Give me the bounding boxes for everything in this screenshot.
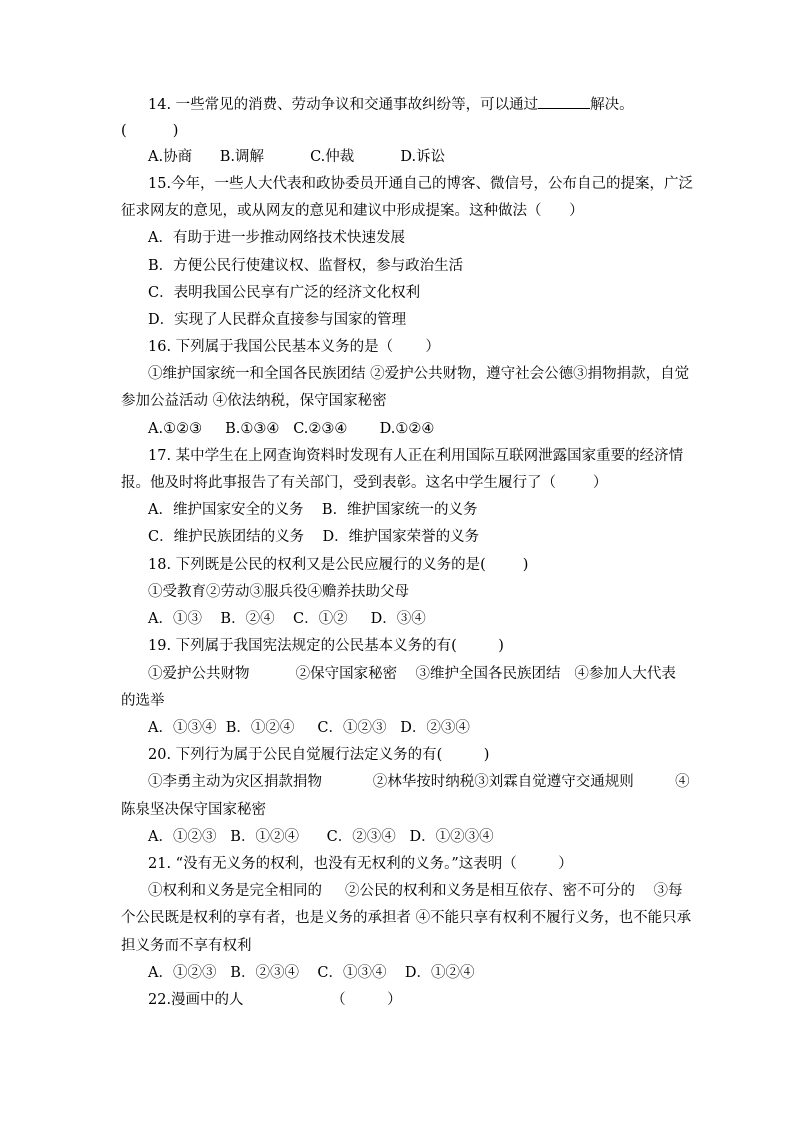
q14-stem-tail: 解决。	[590, 97, 634, 113]
q16-stem: 16. 下列属于我国公民基本义务的是（ ）	[148, 339, 440, 355]
q16-line2: 参加公益活动 ④依法纳税，保守国家秘密	[121, 393, 387, 409]
q21-line3: 担义务而不享有权利	[121, 938, 252, 954]
q21-line2: 个公民既是权利的享有者，也是义务的承担者 ④不能只享有权利不履行义务，也不能只承	[121, 910, 692, 926]
q20-line1: ①李勇主动为灾区捐款捐物 ②林华按时纳税③刘霖自觉遵守交通规则 ④	[148, 774, 690, 790]
q14-stem-text: 14. 一些常见的消费、劳动争议和交通事故纠纷等，可以通过	[148, 97, 539, 113]
q18-items: ①受教育②劳动③服兵役④赡养扶助父母	[148, 584, 409, 600]
q20-line2: 陈泉坚决保守国家秘密	[121, 802, 266, 818]
q18-stem: 18. 下列既是公民的权利又是公民应履行的义务的是( )	[148, 557, 529, 573]
q21-options: A．①②③ B．②③④ C．①③④ D．①②④	[148, 965, 475, 981]
q18-options: A．①③ B．②④ C．①② D．③④	[148, 611, 426, 627]
q20-stem: 20. 下列行为属于公民自觉履行法定义务的有( )	[148, 747, 490, 763]
q19-stem: 19. 下列属于我国宪法规定的公民基本义务的有( )	[148, 638, 504, 654]
q14-stem	[148, 94, 634, 115]
q21-stem: 21. “没有无义务的权利，也没有无权利的义务。”这表明（ ）	[148, 856, 573, 872]
q16-options: A.①②③ B.①③④ C.②③④ D.①②④	[148, 421, 435, 437]
q17-line2: 报。他及时将此事报告了有关部门，受到表彰。这名中学生履行了（ ）	[121, 475, 608, 491]
answer-blank	[538, 94, 590, 109]
q21-line1: ①权利和义务是完全相同的 ②公民的权利和义务是相互依存、密不可分的 ③每	[148, 883, 683, 899]
q15-option-c: C．表明我国公民享有广泛的经济文化权利	[148, 285, 421, 301]
q19-line2: 的选举	[121, 693, 165, 709]
q20-options: A．①②③ B．①②④ C．②③④ D．①②③④	[148, 829, 494, 845]
q14-paren: ( )	[121, 123, 179, 139]
q14-options: A.协商 B.调解 C.仲裁 D.诉讼	[148, 149, 446, 165]
q15-line2: 征求网友的意见，或从网友的意见和建议中形成提案。这种做法（ ）	[121, 203, 584, 219]
q17-options-cd: C．维护民族团结的义务 D．维护国家荣誉的义务	[148, 529, 480, 545]
q15-line1: 15.今年，一些人大代表和政协委员开通自己的博客、微信号，公布自己的提案，广泛	[148, 176, 694, 192]
q16-line1: ①维护国家统一和全国各民族团结 ②爱护公共财物，遵守社会公德③捐物捐款，自觉	[148, 366, 690, 382]
q22-stem: 22.漫画中的人 （ ）	[148, 992, 402, 1008]
q19-line1: ①爱护公共财物 ②保守国家秘密 ③维护全国各民族团结 ④参加人大代表	[148, 666, 676, 682]
q19-options: A．①③④ B．①②④ C．①②③ D．②③④	[148, 720, 470, 736]
q15-option-a: A．有助于进一步推动网络技术快速发展	[148, 230, 405, 246]
q15-option-d: D．实现了人民群众直接参与国家的管理	[148, 312, 407, 328]
q17-options-ab: A．维护国家安全的义务 B．维护国家统一的义务	[148, 502, 478, 518]
q17-line1: 17. 某中学生在上网查询资料时发现有人正在利用国际互联网泄露国家重要的经济情	[148, 448, 684, 464]
q15-option-b: B．方便公民行使建议权、监督权，参与政治生活	[148, 258, 464, 274]
